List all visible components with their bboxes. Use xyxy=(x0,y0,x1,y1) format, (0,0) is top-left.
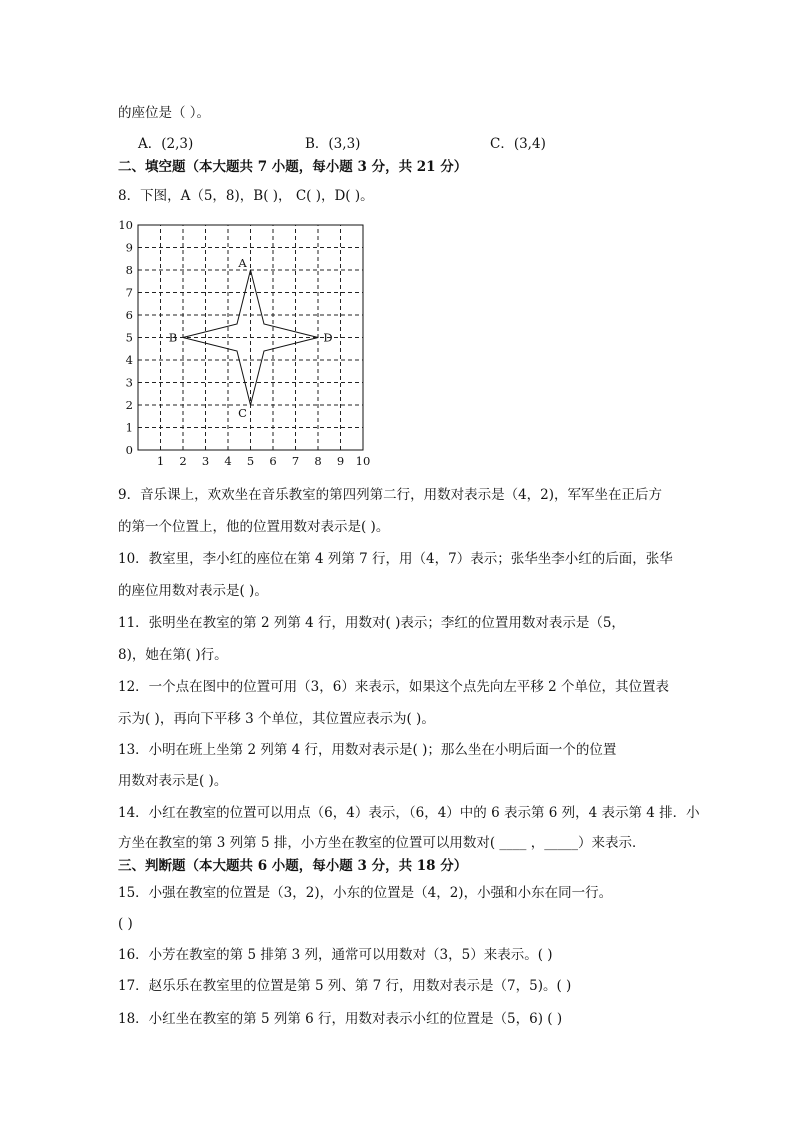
y-tick-label: 4 xyxy=(125,353,133,367)
coordinate-grid-figure xyxy=(118,218,378,468)
q7-option-c: C．(3,4) xyxy=(490,136,546,152)
q9-line-1: 9．音乐课上，欢欢坐在音乐教室的第四列第二行，用数对表示是（4，2)，军军坐在正后方 xyxy=(118,487,663,503)
x-tick-label: 9 xyxy=(336,454,345,468)
q10-line-1: 10．教室里，李小红的座位在第 4 列第 7 行，用（4，7）表示；张华坐李小红的后面，张华 xyxy=(118,551,673,567)
y-tick-label: 8 xyxy=(125,263,133,277)
q10-line-2: 的座位用数对表示是( )。 xyxy=(118,583,268,599)
point-label-c: C xyxy=(238,406,247,420)
x-tick-label: 8 xyxy=(314,454,322,468)
q18-text: 18．小红坐在教室的第 5 列第 6 行，用数对表示小红的位置是（5，6) ( ) xyxy=(118,1011,563,1027)
q17-text: 17．赵乐乐在教室里的位置是第 5 列、第 7 行，用数对表示是（7，5)。( ) xyxy=(118,978,572,994)
point-label-a: A xyxy=(238,256,247,270)
section-2-heading: 二、填空题（本大题共 7 小题，每小题 3 分，共 21 分） xyxy=(118,159,468,175)
y-tick-label: 10 xyxy=(118,218,133,232)
x-tick-label: 3 xyxy=(201,454,210,468)
x-tick-label: 7 xyxy=(291,454,300,468)
q14-line-2: 方坐在教室的第 3 列第 5 排，小方坐在教室的位置可以用数对( ____ ，_____）来表示． xyxy=(118,835,646,851)
q15-answer-blank: ( ) xyxy=(118,916,133,932)
x-tick-label: 1 xyxy=(156,454,165,468)
q7-option-b: B．(3,3) xyxy=(305,136,361,152)
y-tick-label: 5 xyxy=(125,330,133,345)
x-tick-label: 4 xyxy=(224,454,232,468)
q16-text: 16．小芳在教室的第 5 排第 3 列，通常可以用数对（3，5）来表示。( ) xyxy=(118,947,553,963)
q9-line-2: 的第一个位置上，他的位置用数对表示是( )。 xyxy=(118,519,390,535)
y-tick-label: 3 xyxy=(125,375,133,390)
y-tick-label: 7 xyxy=(125,285,133,300)
point-label-b: B xyxy=(168,330,178,345)
q8-text: 8．下图，A（5，8)，B( )， C( )，D( )。 xyxy=(118,188,374,204)
q12-line-1: 12．一个点在图中的位置可用（3，6）来表示，如果这个点先向左平移 2 个单位，其位置表 xyxy=(118,679,670,695)
x-tick-label: 2 xyxy=(179,454,187,468)
y-tick-label: 2 xyxy=(125,398,133,412)
q14-line-1: 14．小红在教室的位置可以用点（6，4）表示，（6，4）中的 6 表示第 6 列，4 表示第 4 排．小 xyxy=(118,805,700,821)
y-tick-label: 6 xyxy=(125,308,133,322)
q11-line-1: 11．张明坐在教室的第 2 列第 4 行，用数对( )表示；李红的位置用数对表示是（5， xyxy=(118,615,625,631)
point-label-d: D xyxy=(323,330,333,345)
y-tick-label: 1 xyxy=(125,420,133,435)
q11-line-2: 8)，她在第( )行。 xyxy=(118,647,228,663)
y-tick-label: 0 xyxy=(125,443,133,457)
x-tick-label: 5 xyxy=(246,454,255,468)
q15-line-1: 15．小强在教室的位置是（3，2)，小东的位置是（4，2)，小强和小东在同一行。 xyxy=(118,885,613,901)
q12-line-2: 示为( )，再向下平移 3 个单位，其位置应表示为( )。 xyxy=(118,711,435,727)
q7-stem-tail: 的座位是（ ）。 xyxy=(118,105,211,121)
q7-option-a: A．(2,3) xyxy=(138,136,194,152)
q13-line-1: 13．小明在班上坐第 2 列第 4 行，用数对表示是( )；那么坐在小明后面一个的位置 xyxy=(118,742,617,758)
section-3-heading: 三、判断题（本大题共 6 小题，每小题 3 分，共 18 分） xyxy=(118,858,468,874)
q13-line-2: 用数对表示是( )。 xyxy=(118,773,228,789)
x-tick-label: 6 xyxy=(269,454,277,468)
x-tick-label: 10 xyxy=(355,454,371,468)
y-tick-label: 9 xyxy=(125,240,133,255)
